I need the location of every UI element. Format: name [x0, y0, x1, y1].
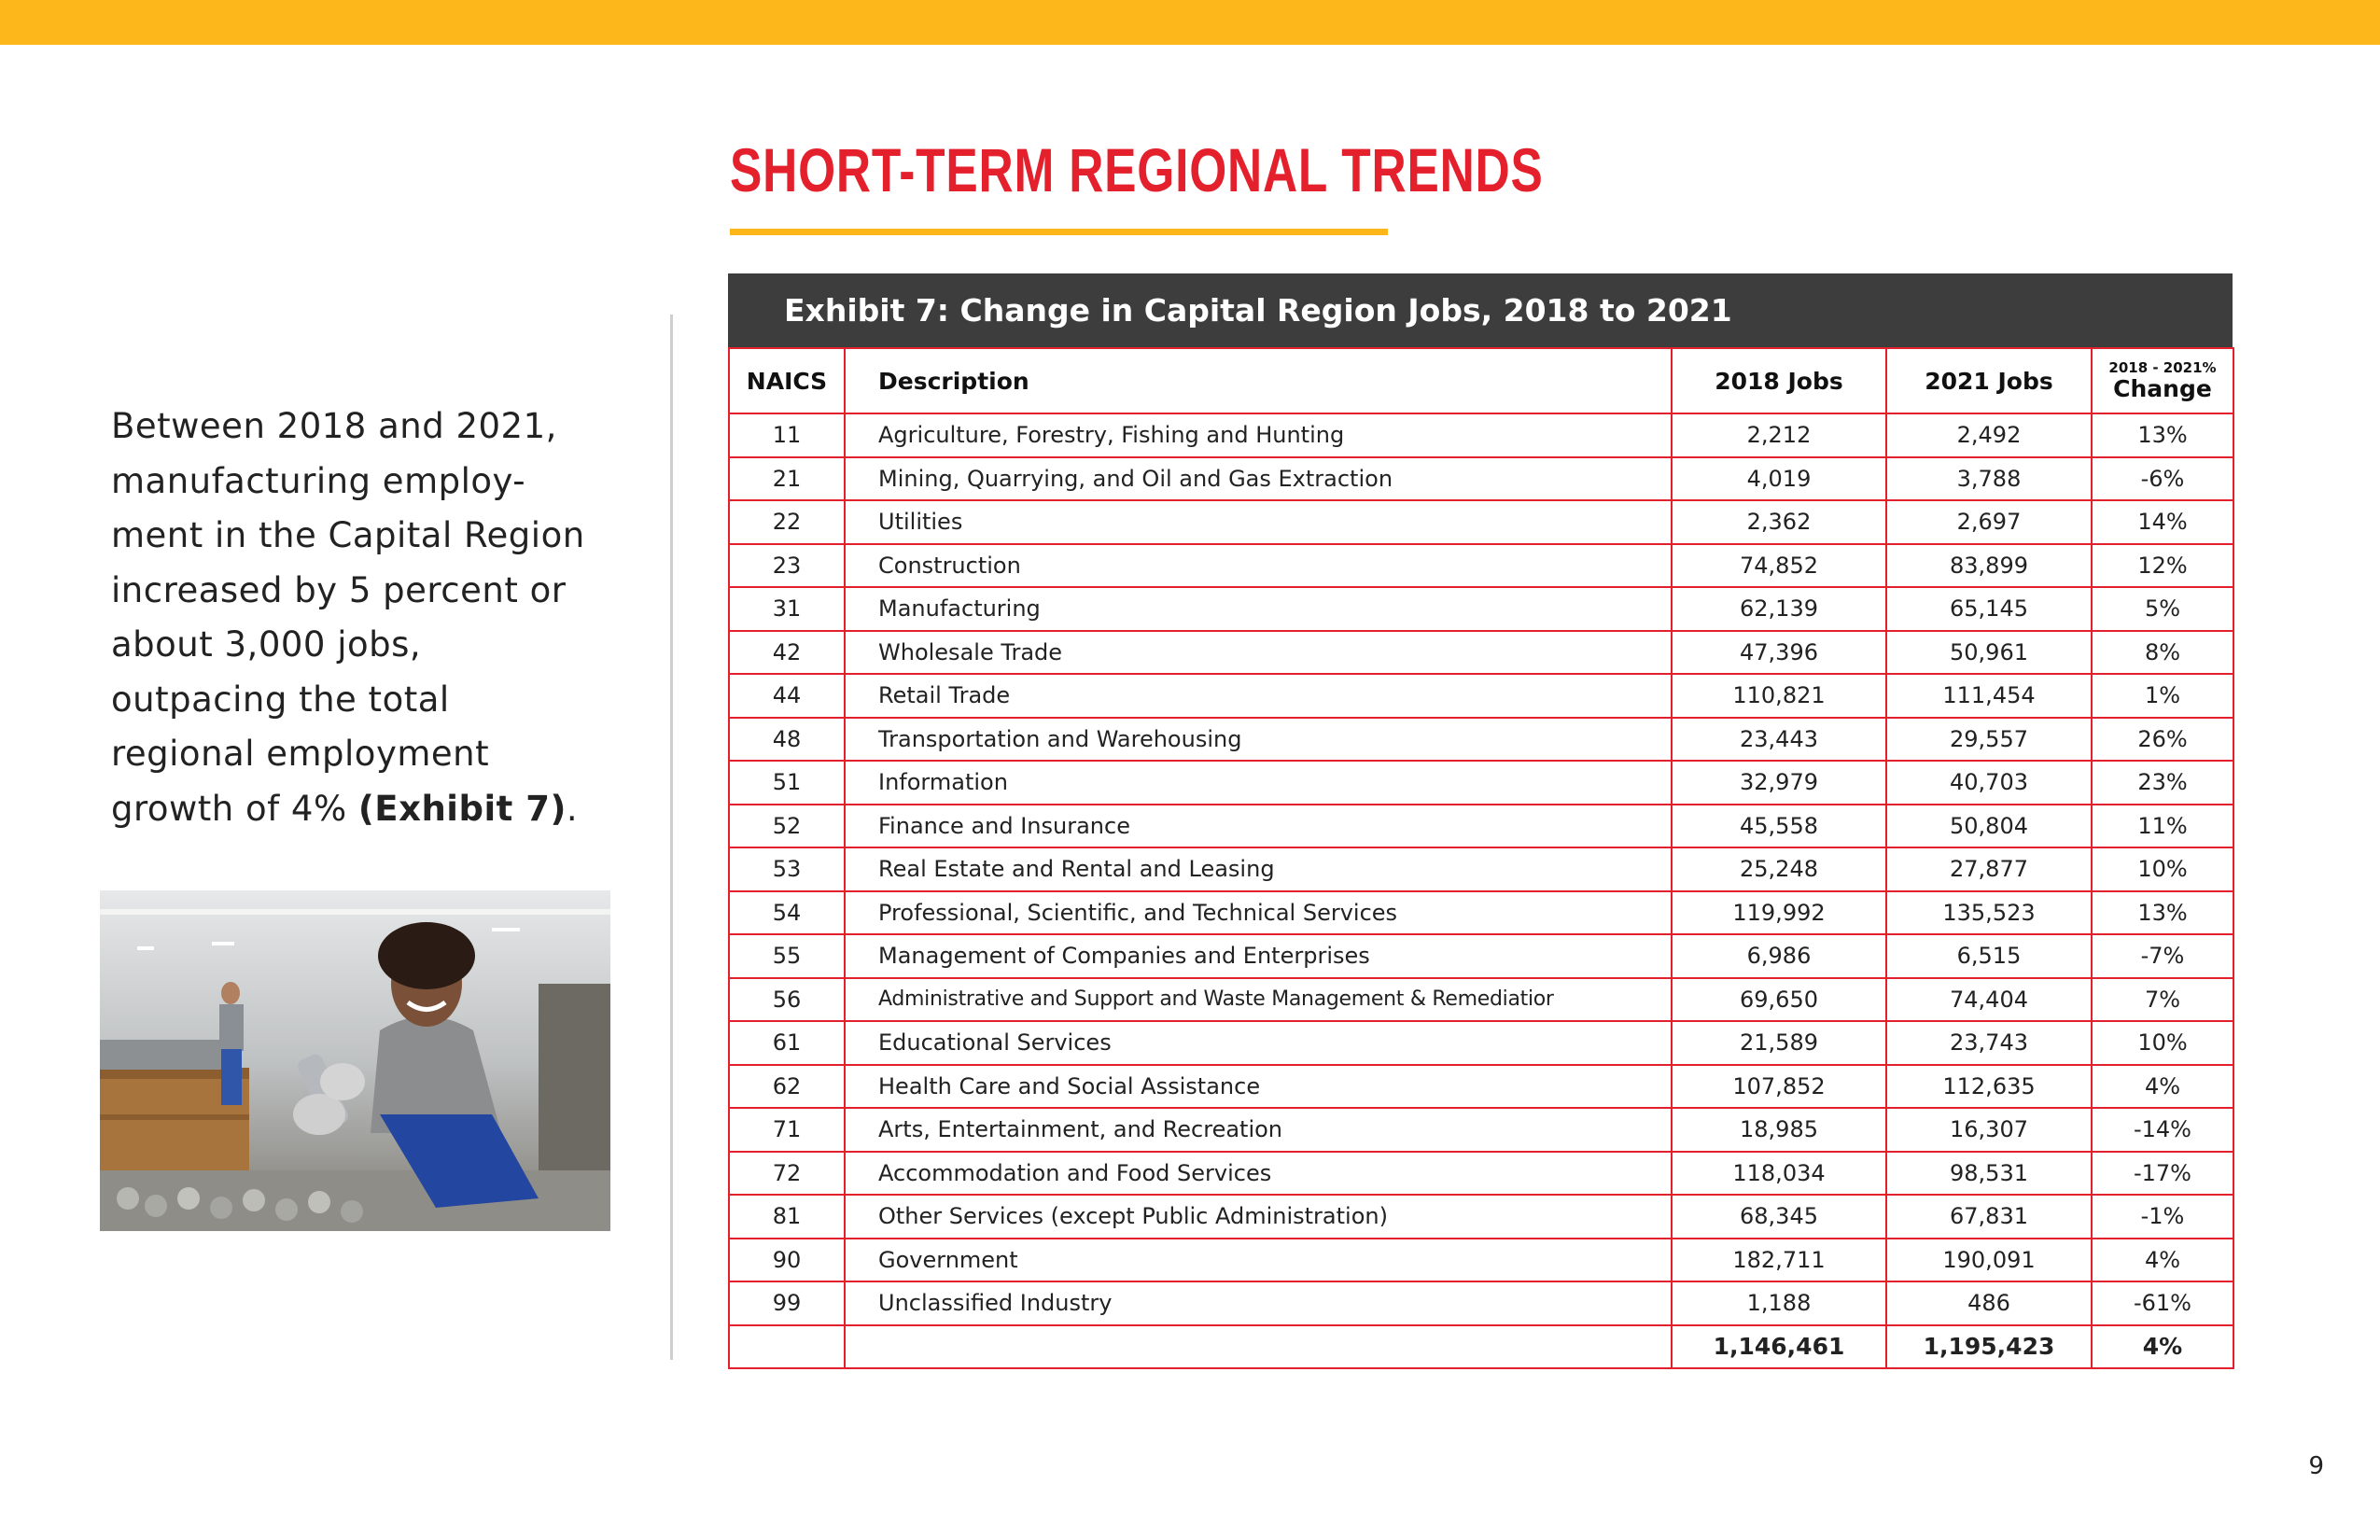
change-cell: 11%: [2092, 805, 2233, 848]
jobs-2018-cell: 74,852: [1672, 544, 1886, 588]
table-row: [729, 1065, 2233, 1109]
table-row: [729, 1152, 2233, 1196]
total-jobs-2021-cell: 1,195,423: [1886, 1325, 2092, 1369]
vertical-divider: [670, 315, 673, 1360]
naics-cell: 54: [729, 891, 845, 935]
change-cell: 12%: [2092, 544, 2233, 588]
jobs-2018-cell: 4,019: [1672, 457, 1886, 501]
jobs-2018-cell: 45,558: [1672, 805, 1886, 848]
jobs-2021-cell: 111,454: [1886, 674, 2092, 718]
description-cell: Arts, Entertainment, and Recreation: [845, 1108, 1672, 1152]
description-cell: Wholesale Trade: [845, 631, 1672, 675]
column-header-change: [2092, 348, 2233, 413]
exhibit-reference: (Exhibit 7): [357, 788, 567, 829]
table-row: [729, 805, 2233, 848]
naics-cell: 22: [729, 500, 845, 544]
jobs-2021-cell: 65,145: [1886, 587, 2092, 631]
change-cell: 10%: [2092, 1021, 2233, 1065]
table-total-row: [729, 1325, 2233, 1369]
jobs-2018-cell: 25,248: [1672, 847, 1886, 891]
jobs-2018-cell: 110,821: [1672, 674, 1886, 718]
worker-photo: [100, 890, 610, 1231]
jobs-2018-cell: 47,396: [1672, 631, 1886, 675]
description-cell: Professional, Scientific, and Technical Services: [845, 891, 1672, 935]
total-jobs-2018-cell: 1,146,461: [1672, 1325, 1886, 1369]
naics-cell: 81: [729, 1195, 845, 1239]
jobs-2018-cell: 1,188: [1672, 1281, 1886, 1325]
jobs-2021-cell: 2,492: [1886, 413, 2092, 457]
jobs-2018-cell: 18,985: [1672, 1108, 1886, 1152]
table-row: [729, 457, 2233, 501]
jobs-2021-cell: 50,961: [1886, 631, 2092, 675]
naics-cell: 71: [729, 1108, 845, 1152]
table-row: [729, 587, 2233, 631]
naics-cell: 61: [729, 1021, 845, 1065]
jobs-2021-cell: 67,831: [1886, 1195, 2092, 1239]
total-description-cell: [845, 1325, 1672, 1369]
total-change-cell: 4%: [2092, 1325, 2233, 1369]
change-cell: 8%: [2092, 631, 2233, 675]
jobs-2018-cell: 6,986: [1672, 934, 1886, 978]
jobs-2021-cell: 29,557: [1886, 718, 2092, 762]
table-header-row: [729, 348, 2233, 413]
jobs-2018-cell: 23,443: [1672, 718, 1886, 762]
table-row: [729, 1021, 2233, 1065]
exhibit-title-bar: Exhibit 7: Change in Capital Region Jobs, 2018 to 2021: [728, 273, 2233, 348]
jobs-2018-cell: 118,034: [1672, 1152, 1886, 1196]
intro-text: Between 2018 and 2021, manufacturing employ-ment in the Capital Region increased by 5 percent or about 3,000 jobs, outpacing the total regional employment growth of 4%: [111, 406, 585, 829]
change-cell: 10%: [2092, 847, 2233, 891]
jobs-2021-cell: 27,877: [1886, 847, 2092, 891]
jobs-2021-cell: 83,899: [1886, 544, 2092, 588]
table-row: [729, 674, 2233, 718]
table-row: [729, 847, 2233, 891]
change-header-years: 2018 - 2021%: [2108, 359, 2217, 376]
description-cell: Health Care and Social Assistance: [845, 1065, 1672, 1109]
change-cell: -6%: [2092, 457, 2233, 501]
jobs-2018-cell: 107,852: [1672, 1065, 1886, 1109]
jobs-2021-cell: 112,635: [1886, 1065, 2092, 1109]
naics-cell: 51: [729, 761, 845, 805]
jobs-2021-cell: 40,703: [1886, 761, 2092, 805]
change-cell: 14%: [2092, 500, 2233, 544]
table-row: [729, 1239, 2233, 1282]
naics-cell: 21: [729, 457, 845, 501]
jobs-2021-cell: 6,515: [1886, 934, 2092, 978]
jobs-2018-cell: 62,139: [1672, 587, 1886, 631]
table-row: [729, 761, 2233, 805]
change-cell: -17%: [2092, 1152, 2233, 1196]
table-row: [729, 413, 2233, 457]
description-cell: Real Estate and Rental and Leasing: [845, 847, 1672, 891]
jobs-2018-cell: 21,589: [1672, 1021, 1886, 1065]
naics-cell: 99: [729, 1281, 845, 1325]
naics-cell: 44: [729, 674, 845, 718]
description-cell: Finance and Insurance: [845, 805, 1672, 848]
column-header-2021-jobs: 2021 Jobs: [1886, 348, 2092, 413]
table-row: [729, 934, 2233, 978]
table-row: [729, 891, 2233, 935]
jobs-2018-cell: 69,650: [1672, 978, 1886, 1022]
naics-cell: 52: [729, 805, 845, 848]
jobs-2018-cell: 119,992: [1672, 891, 1886, 935]
change-cell: 23%: [2092, 761, 2233, 805]
description-cell: Information: [845, 761, 1672, 805]
jobs-2018-cell: 32,979: [1672, 761, 1886, 805]
description-cell: Agriculture, Forestry, Fishing and Hunting: [845, 413, 1672, 457]
table-row: [729, 718, 2233, 762]
jobs-2021-cell: 190,091: [1886, 1239, 2092, 1282]
change-cell: 13%: [2092, 891, 2233, 935]
table-row: [729, 631, 2233, 675]
description-cell: Government: [845, 1239, 1672, 1282]
description-cell: Accommodation and Food Services: [845, 1152, 1672, 1196]
page-number: 9: [2308, 1452, 2324, 1480]
column-header-naics: NAICS: [729, 348, 845, 413]
change-cell: -61%: [2092, 1281, 2233, 1325]
total-naics-cell: [729, 1325, 845, 1369]
naics-cell: 90: [729, 1239, 845, 1282]
description-cell: Management of Companies and Enterprises: [845, 934, 1672, 978]
change-cell: 4%: [2092, 1239, 2233, 1282]
jobs-table: [728, 347, 2234, 1369]
jobs-2021-cell: 50,804: [1886, 805, 2092, 848]
change-cell: 5%: [2092, 587, 2233, 631]
description-cell: Transportation and Warehousing: [845, 718, 1672, 762]
top-accent-bar: [0, 0, 2380, 45]
table-row: [729, 1281, 2233, 1325]
change-cell: 7%: [2092, 978, 2233, 1022]
naics-cell: 23: [729, 544, 845, 588]
naics-cell: 31: [729, 587, 845, 631]
description-cell: Mining, Quarrying, and Oil and Gas Extraction: [845, 457, 1672, 501]
jobs-2021-cell: 16,307: [1886, 1108, 2092, 1152]
naics-cell: 53: [729, 847, 845, 891]
jobs-2021-cell: 74,404: [1886, 978, 2092, 1022]
title-underline: [730, 229, 1388, 235]
table-row: [729, 544, 2233, 588]
naics-cell: 48: [729, 718, 845, 762]
naics-cell: 11: [729, 413, 845, 457]
change-cell: 4%: [2092, 1065, 2233, 1109]
description-cell: Construction: [845, 544, 1672, 588]
naics-cell: 62: [729, 1065, 845, 1109]
jobs-2018-cell: 68,345: [1672, 1195, 1886, 1239]
change-cell: 1%: [2092, 674, 2233, 718]
change-cell: 26%: [2092, 718, 2233, 762]
page-title: SHORT-TERM REGIONAL TRENDS: [730, 135, 1544, 204]
description-cell: Other Services (except Public Administration): [845, 1195, 1672, 1239]
column-header-2018-jobs: 2018 Jobs: [1672, 348, 1886, 413]
jobs-2021-cell: 3,788: [1886, 457, 2092, 501]
intro-paragraph: [111, 399, 596, 836]
description-cell: Administrative and Support and Waste Management & Remediatior: [845, 978, 1672, 1022]
jobs-2021-cell: 135,523: [1886, 891, 2092, 935]
description-cell: Manufacturing: [845, 587, 1672, 631]
table-row: [729, 1108, 2233, 1152]
table-row: [729, 500, 2233, 544]
change-header-label: Change: [2113, 375, 2212, 402]
jobs-2018-cell: 2,212: [1672, 413, 1886, 457]
description-cell: Utilities: [845, 500, 1672, 544]
jobs-2021-cell: 486: [1886, 1281, 2092, 1325]
jobs-2021-cell: 23,743: [1886, 1021, 2092, 1065]
naics-cell: 56: [729, 978, 845, 1022]
naics-cell: 55: [729, 934, 845, 978]
jobs-2018-cell: 2,362: [1672, 500, 1886, 544]
description-cell: Retail Trade: [845, 674, 1672, 718]
intro-text-end: .: [566, 788, 579, 829]
naics-cell: 42: [729, 631, 845, 675]
jobs-2018-cell: 182,711: [1672, 1239, 1886, 1282]
change-cell: -7%: [2092, 934, 2233, 978]
jobs-2021-cell: 98,531: [1886, 1152, 2092, 1196]
table-row: [729, 1195, 2233, 1239]
change-cell: 13%: [2092, 413, 2233, 457]
jobs-2021-cell: 2,697: [1886, 500, 2092, 544]
description-cell: Unclassified Industry: [845, 1281, 1672, 1325]
change-cell: -1%: [2092, 1195, 2233, 1239]
worker-photo-illustration: [100, 890, 610, 1231]
naics-cell: 72: [729, 1152, 845, 1196]
table-row: [729, 978, 2233, 1022]
description-cell: Educational Services: [845, 1021, 1672, 1065]
column-header-description: Description: [845, 348, 1672, 413]
change-cell: -14%: [2092, 1108, 2233, 1152]
